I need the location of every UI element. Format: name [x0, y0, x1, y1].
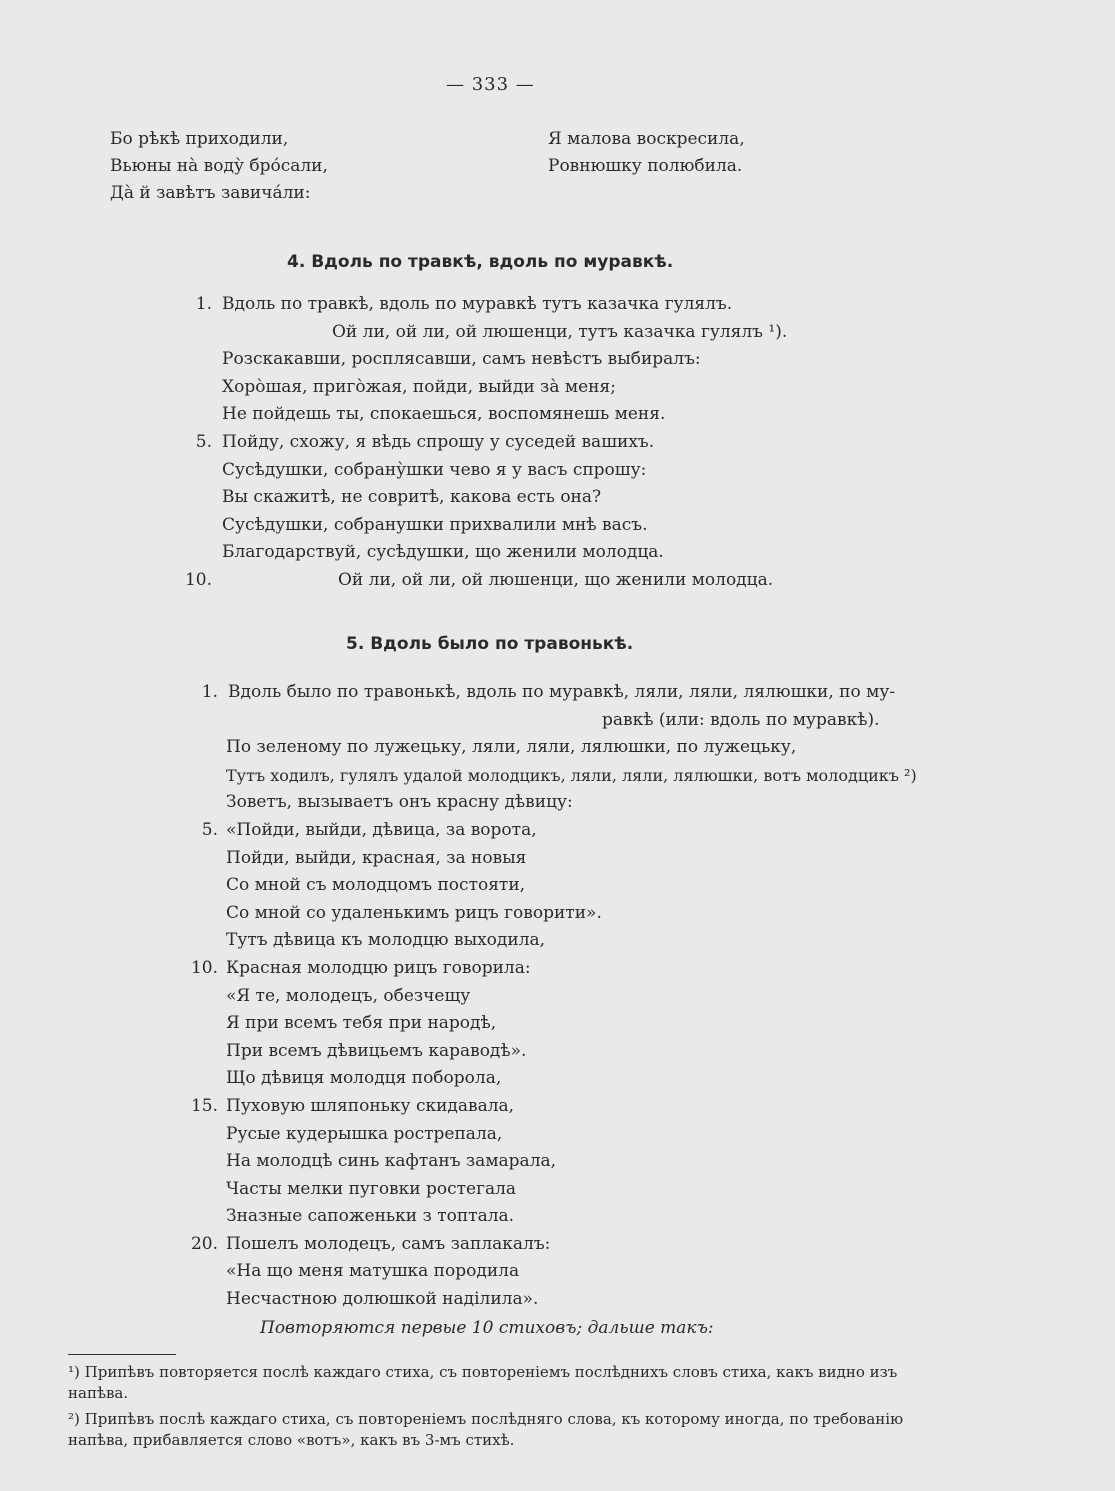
song-4-title: 4. Вдоль по травкѣ, вдоль по муравкѣ. [287, 252, 674, 272]
verse-text: Що дѣвиця молодця поборола, [226, 1068, 502, 1089]
verse-line [176, 539, 876, 567]
verse-line [182, 1065, 962, 1093]
verse-text: Тутъ ходилъ, гулялъ удалой молодцикъ, ляли, ляли, лялюшки, вотъ молодцикъ ²) [226, 765, 917, 785]
verse-line [182, 1121, 962, 1149]
song-5-verse [182, 679, 962, 1314]
verse-line [176, 401, 876, 429]
verse-line [182, 734, 962, 762]
song-4-verse [176, 291, 876, 595]
verse-line [176, 319, 876, 347]
intro-left-column [110, 126, 328, 207]
verse-text: Вдоль было по травонькѣ, вдоль по муравкѣ, ляли, ляли, лялюшки, по му- [228, 682, 896, 702]
verse-text: На молодцѣ синь кафтанъ замарала, [226, 1151, 557, 1172]
verse-text: Сусѣдушки, собранушки прихвалили мнѣ васъ. [222, 514, 648, 535]
verse-text: Пойди, выйди, красная, за новыя [226, 847, 527, 868]
verse-line [182, 872, 962, 900]
verse-text: Сусѣдушки, собрану̀шки чево я у васъ спрошу: [222, 459, 647, 480]
verse-line [182, 900, 962, 928]
verse-line [182, 1010, 962, 1038]
verse-line [182, 1148, 962, 1176]
footnote-divider [68, 1354, 176, 1355]
line-number: 1. [201, 682, 218, 702]
verse-line [176, 291, 876, 319]
verse-text: Вы скажитѣ, не совритѣ, какова есть она? [222, 487, 602, 508]
verse-line [182, 845, 962, 873]
footnote-2: ²) Припѣвъ послѣ каждаго стиха, съ повтореніемъ послѣдняго слова, къ которому иногда, по требованію напѣва, прибавляется слово «вотъ», какъ въ 3-мъ стихѣ. [68, 1410, 904, 1449]
verse-line [182, 1038, 962, 1066]
repeat-note: Повторяются первые 10 стиховъ; дальше такъ: [260, 1318, 714, 1338]
verse-text: «Я те, молодецъ, обезчещу [226, 985, 471, 1006]
intro-line: Вьюны на̀ воду̀ бро́сали, [110, 156, 328, 176]
verse-line [176, 567, 876, 595]
verse-line [182, 1258, 962, 1286]
verse-text: Зоветъ, вызываетъ онъ красну дѣвицу: [226, 792, 573, 813]
page-number: — 333 — [446, 74, 535, 95]
line-number: 20. [190, 1233, 218, 1254]
verse-text: По зеленому по лужецьку, ляли, ляли, лялюшки, по лужецьку, [226, 737, 797, 758]
verse-text: Благодарствуй, сусѣдушки, що женили молодца. [222, 542, 664, 563]
verse-text: Русые кудерышка рострепала, [226, 1123, 503, 1144]
verse-text: Тутъ дѣвица къ молодцю выходила, [226, 930, 546, 951]
verse-line [176, 346, 876, 374]
verse-line [182, 817, 962, 845]
verse-line [182, 955, 962, 983]
intro-right-column [548, 126, 745, 180]
line-number: 5. [201, 819, 218, 840]
intro-line: Ровнюшку полюбила. [548, 156, 743, 176]
intro-line: Я малова воскресила, [548, 129, 745, 149]
verse-line [182, 1203, 962, 1231]
verse-line [182, 1093, 962, 1121]
verse-text: Часты мелки пуговки ростегала [226, 1178, 517, 1199]
verse-line [182, 1286, 962, 1314]
verse-text-continuation: равкѣ (или: вдоль по муравкѣ). [602, 709, 880, 730]
verse-line [176, 484, 876, 512]
intro-line: Да̀ й завѣтъ завича́ли: [110, 183, 311, 203]
verse-line [176, 429, 876, 457]
line-number: 10. [190, 957, 218, 978]
verse-text: Пуховую шляпоньку скидавала, [226, 1095, 515, 1116]
refrain-text: Ой ли, ой ли, ой люшенци, тутъ казачка гулялъ ¹). [332, 321, 788, 342]
verse-text: «На що меня матушка породила [226, 1261, 520, 1282]
verse-text: Со мной со удаленькимъ рицъ говорити». [226, 902, 602, 923]
verse-text: При всемъ дѣвицьемъ караводѣ». [226, 1040, 527, 1061]
verse-text: Хоро̀шая, приго̀жая, пойди, выйди за̀ меня; [222, 376, 616, 397]
verse-line [176, 512, 876, 540]
verse-text: Розскакавши, росплясавши, самъ невѣстъ выбиралъ: [222, 349, 701, 370]
intro-line: Бо рѣкѣ приходили, [110, 129, 289, 149]
verse-line [182, 983, 962, 1011]
refrain-text: Ой ли, ой ли, ой люшенци, що женили молодца. [338, 569, 774, 590]
verse-line [182, 1176, 962, 1204]
verse-line [176, 374, 876, 402]
footnote-1: ¹) Припѣвъ повторяется послѣ каждаго стиха, съ повтореніемъ послѣднихъ словъ стиха, какъ видно изъ напѣва. [68, 1363, 898, 1402]
verse-text: Я при всемъ тебя при народѣ, [226, 1013, 497, 1034]
verse-line [182, 762, 962, 790]
verse-line [182, 1231, 962, 1259]
line-number: 10. [184, 569, 212, 590]
verse-text: Со мной съ молодцомъ постояти, [226, 875, 526, 896]
verse-text: Пошелъ молодецъ, самъ заплакалъ: [226, 1233, 551, 1254]
verse-text: Пойду, схожу, я вѣдь спрошу у суседей вашихъ. [222, 431, 655, 452]
verse-line [176, 457, 876, 485]
line-number: 1. [195, 294, 212, 314]
verse-line [182, 927, 962, 955]
song-5-title: 5. Вдоль было по травонькѣ. [346, 634, 634, 654]
verse-line [182, 789, 962, 817]
verse-text: Несчастною долюшкой наділила». [226, 1289, 539, 1310]
verse-line [182, 707, 962, 735]
verse-text: Красная молодцю рицъ говорила: [226, 957, 531, 978]
verse-text: Зназные сапоженьки з топтала. [226, 1206, 515, 1227]
verse-text: «Пойди, выйди, дѣвица, за ворота, [226, 819, 537, 840]
verse-text: Не пойдешь ты, спокаешься, воспомянешь меня. [222, 404, 666, 425]
verse-text: Вдоль по травкѣ, вдоль по муравкѣ тутъ казачка гулялъ. [222, 294, 733, 314]
verse-line [182, 679, 962, 707]
line-number: 15. [190, 1095, 218, 1116]
line-number: 5. [195, 431, 212, 452]
